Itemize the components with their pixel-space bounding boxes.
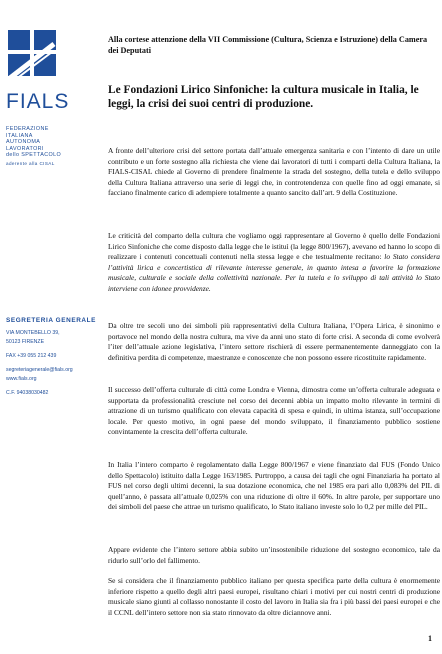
paragraph-text: Le criticità del comparto della cultura che vogliamo oggi rappresentare al Governo è quello delle Fondazioni Lirico Sinfoniche che come disposto dalla legge che le istituì (la legge 800/1967), avevano ed hanno lo scopo di realizzare i contenuti concettuali contenuti nella stessa legge e che testualmente recitano: <box>108 231 440 262</box>
fax-number: FAX +39 055 212 439 <box>6 353 57 359</box>
letter-body <box>108 0 438 654</box>
address-line: VIA MONTEBELLO 39, <box>6 330 60 336</box>
paragraph: Se si considera che il finanziamento pubblico italiano per questa specifica parte della cultura è enormemente inferiore rispetto a quello degli altri paesi europei, risultano chiari i motivi per cui nostri centri di produzione musicale siano giunti al collasso nonostante il costo del lavoro in Italia sia fra i più bassi dei paesi europei e che il CCNL dell’intero settore non sia stato rinnovato da oltre diciannove anni. <box>108 576 440 617</box>
website-link[interactable]: www.fials.org <box>6 376 37 382</box>
paragraph: A fronte dell’ulteriore crisi del settore portata dall’attuale emergenza sanitaria e con l’intento di dare un utile contributo e un forte sostegno alla richiesta che viene dai lavoratori di tutti i comparti della Cultura Italiana, la FIALS-CISAL chiede al Governo di prendere finalmente la strada del sostegno, della tutela e dello sviluppo della Cultura Italiana attraverso una serie di leggi che, in controtendenza con quelle fino ad oggi emanate, si facciano finalmente carico di adempiere totalmente a quanto sancito dall’art. 9 della Costituzione. <box>108 146 440 198</box>
paragraph: Appare evidente che l’intero settore abbia subito un’insostenibile riduzione del sostegno economico, tale da ridurlo sull’orlo del fallimento. <box>108 545 440 565</box>
letter-title: Le Fondazioni Lirico Sinfoniche: la cultura musicale in Italia, le leggi, la crisi dei suoi centri di produzione. <box>108 84 419 110</box>
secretariat-contacts <box>6 317 96 398</box>
paragraph: Da oltre tre secoli uno dei simboli più rappresentativi della Cultura Italiana, l’Opera Lirica, è sinonimo e portavoce nel mondo della nostra cultura, ma vive da anni uno stato di forte crisi. A seconda di come evolverà l’iter dell’attuale azione legislativa, l’intero settore rischierà di essere permanentemente danneggiato con la definitiva perdita di competenze, maestranze e conoscenze che non possono essere ricostituite rapidamente. <box>108 321 440 362</box>
federation-line: dello SPETTACOLO <box>6 152 62 159</box>
federation-line: AUTONOMA <box>6 139 41 146</box>
paragraph <box>108 231 440 295</box>
law-quote: lo Stato considera l’attività lirica e concertistica di rilevante interesse generale, in quanto intesa a favorire la formazione musicale, culturale e sociale della collettività nazionale. Per la tutela e lo sviluppo di tali attività lo Stato interviene con idonee provvidenze. <box>108 252 440 293</box>
letterhead-sidebar <box>0 0 100 654</box>
email-link[interactable]: segreteriagenerale@fials.org <box>6 367 73 373</box>
federation-line: ITALIANA <box>6 132 33 139</box>
affiliation: aderente alla CISAL <box>6 160 55 166</box>
federation-name <box>6 126 61 168</box>
paragraph: In Italia l’intero comparto è regolamentato dalla Legge 800/1967 e viene finanziato dal FUS (Fondo Unico dello Spettacolo) istituito dalla Legge 163/1985. Purtroppo, a causa dei tagli che ogni Finanziaria ha portato al FUS nel corso degli ultimi decenni, la sua dotazione economica, che nel 1985 era pari allo 0,083% del PIL di quell’anno, è passata all’attuale 0,025% con una riduzione di oltre il 60%. In altre parole, per supportare uno dei simboli del paese che attrae un turismo qualificato, lo Stato italiano investe solo lo 0,2 per mille del PIL. <box>108 460 440 512</box>
brand-name: FIALS <box>6 90 70 113</box>
tax-code: C.F. 94038030482 <box>6 390 49 396</box>
paragraph: Il successo dell’offerta culturale di città come Londra e Vienna, dimostra come un’offerta culturale adeguata e supportata da professionalità cresciute nel corso dei decenni abbia un impatto molto rilevante in termini di attrazione di un turismo qualificato con elevata capacità di spesa e quindi, in ultima istanza, sull’occupazione locale. Per questo motivo, in ogni paese del mondo sviluppato, il finanziamento pubblico sostiene convintamente la crescita dell’offerta culturale. <box>108 385 440 437</box>
page-number: 1 <box>428 634 432 643</box>
address-line: 50123 FIRENZE <box>6 339 45 345</box>
federation-line: LAVORATORI <box>6 145 44 152</box>
fials-logo-icon <box>8 30 56 86</box>
federation-line: FEDERAZIONE <box>6 126 49 132</box>
recipient-address: Alla cortese attenzione della VII Commissione (Cultura, Scienza e Istruzione) della Camera dei Deputati <box>108 35 428 55</box>
secretariat-heading: SEGRETERIA GENERALE <box>6 317 96 324</box>
